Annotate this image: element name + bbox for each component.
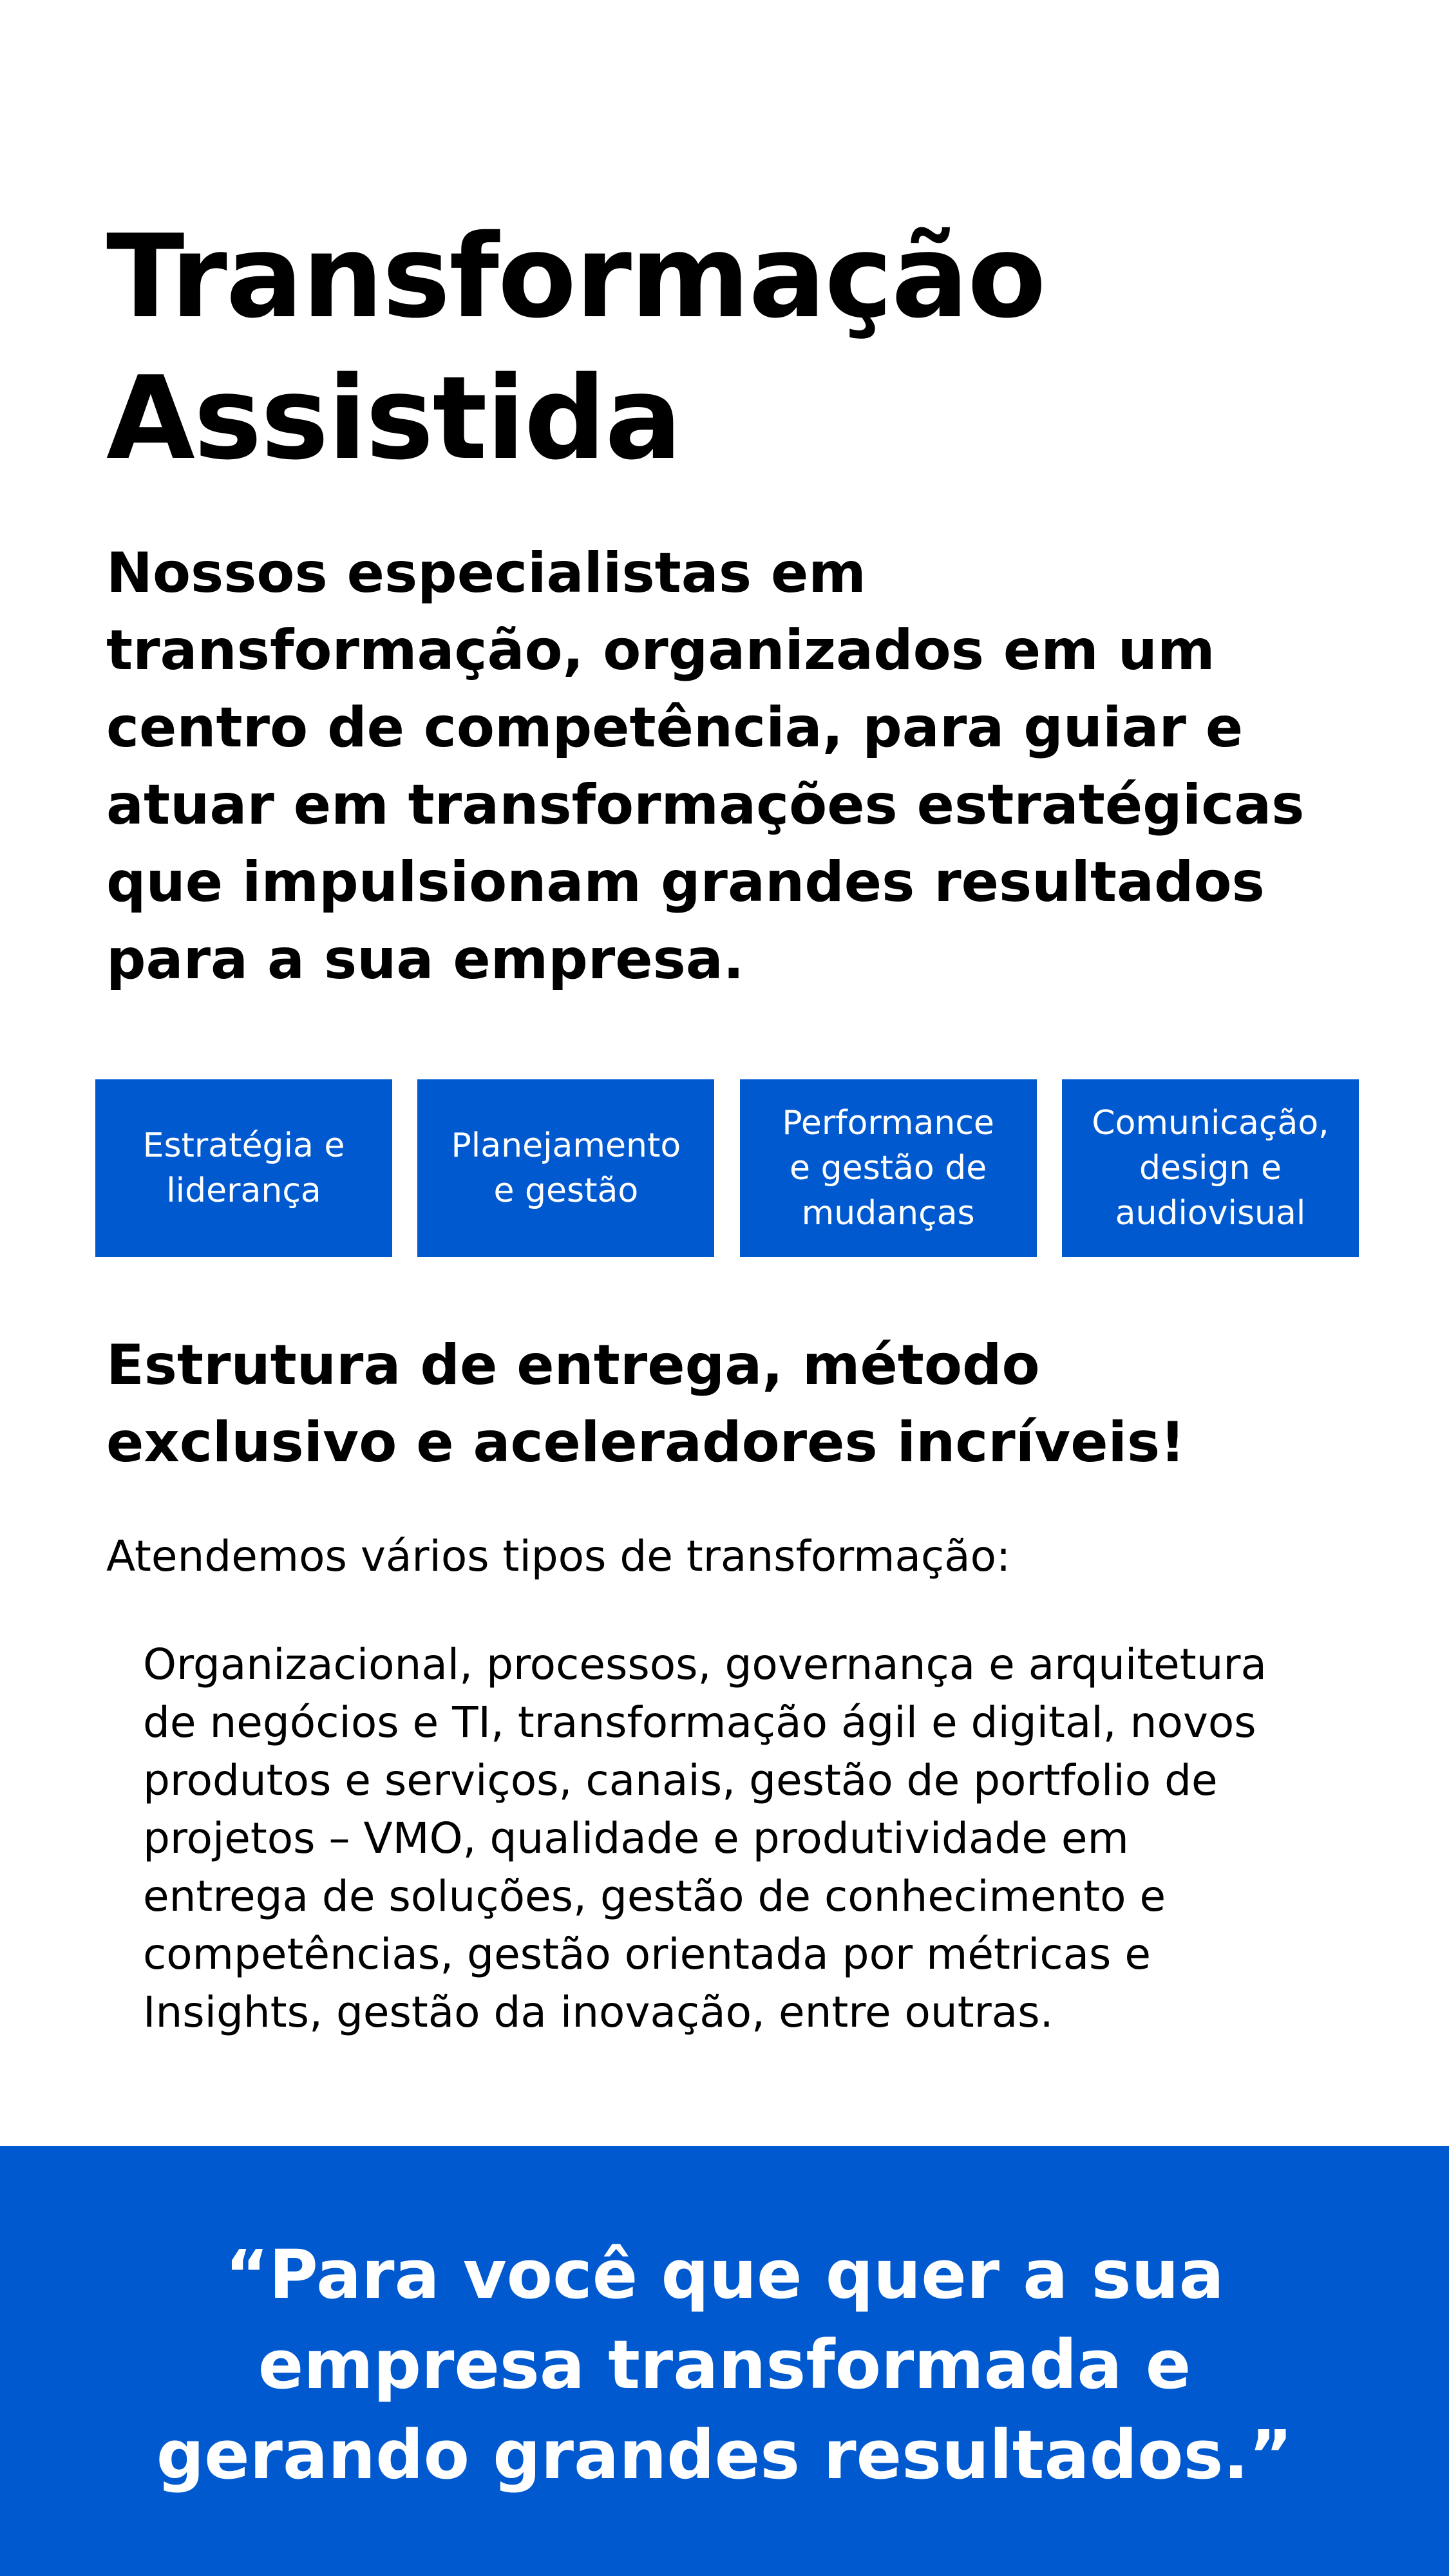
- lead-line: Nossos especialistas em: [106, 541, 866, 605]
- types-line: entrega de soluções, gestão de conhecimento e: [143, 1871, 1166, 1921]
- tile-performance-mudancas[interactable]: [740, 1079, 1037, 1257]
- types-line: Insights, gestão da inovação, entre outras.: [143, 1987, 1054, 2037]
- types-line: Organizacional, processos, governança e arquitetura: [143, 1640, 1267, 1689]
- quote-line: “Para você que quer a sua: [225, 2235, 1224, 2314]
- page-title-line: Assistida: [106, 352, 681, 485]
- lead-line: para a sua empresa.: [106, 927, 744, 992]
- lead-line: transformação, organizados em um: [106, 618, 1215, 683]
- page-title-line: Transformação: [106, 210, 1045, 343]
- page-title: [106, 206, 1330, 489]
- tile-label-line: Comunicação,: [1092, 1104, 1329, 1142]
- tile-label-line: mudanças: [801, 1194, 975, 1233]
- tile-comunicacao-design[interactable]: [1062, 1079, 1359, 1257]
- tile-label-line: Planejamento: [451, 1126, 681, 1165]
- tile-label-line: Estratégia e: [142, 1126, 345, 1165]
- transformation-types: [143, 1636, 1367, 2041]
- quote-text: [0, 2230, 1449, 2500]
- tile-label-line: e gestão: [493, 1171, 639, 1210]
- section-heading-line: exclusivo e aceleradores incríveis!: [106, 1410, 1186, 1475]
- quote-banner: [0, 2146, 1449, 2576]
- tile-label-line: design e: [1139, 1149, 1282, 1188]
- tile-label-line: liderança: [166, 1171, 321, 1210]
- section-heading-line: Estrutura de entrega, método: [106, 1333, 1040, 1397]
- lead-line: atuar em transformações estratégicas: [106, 773, 1305, 837]
- tile-label-line: e gestão de: [790, 1149, 987, 1188]
- section-heading: [106, 1327, 1362, 1481]
- lead-line: que impulsionam grandes resultados: [106, 850, 1265, 914]
- quote-line: gerando grandes resultados.”: [156, 2416, 1293, 2494]
- intro-text: Atendemos vários tipos de transformação:: [106, 1531, 1011, 1581]
- lead-paragraph: [106, 535, 1362, 998]
- tile-label-line: Performance: [782, 1104, 994, 1142]
- quote-line: empresa transformada e: [258, 2325, 1191, 2404]
- types-line: competências, gestão orientada por métricas e: [143, 1929, 1151, 1979]
- service-tiles: [95, 1079, 1359, 1257]
- lead-line: centro de competência, para guiar e: [106, 696, 1244, 760]
- tile-estrategia-lideranca[interactable]: [95, 1079, 392, 1257]
- tile-planejamento-gestao[interactable]: [417, 1079, 714, 1257]
- types-line: produtos e serviços, canais, gestão de portfolio de: [143, 1756, 1218, 1805]
- types-line: de negócios e TI, transformação ágil e digital, novos: [143, 1698, 1256, 1747]
- types-line: projetos – VMO, qualidade e produtividade em: [143, 1814, 1129, 1863]
- tile-label-line: audiovisual: [1115, 1194, 1306, 1233]
